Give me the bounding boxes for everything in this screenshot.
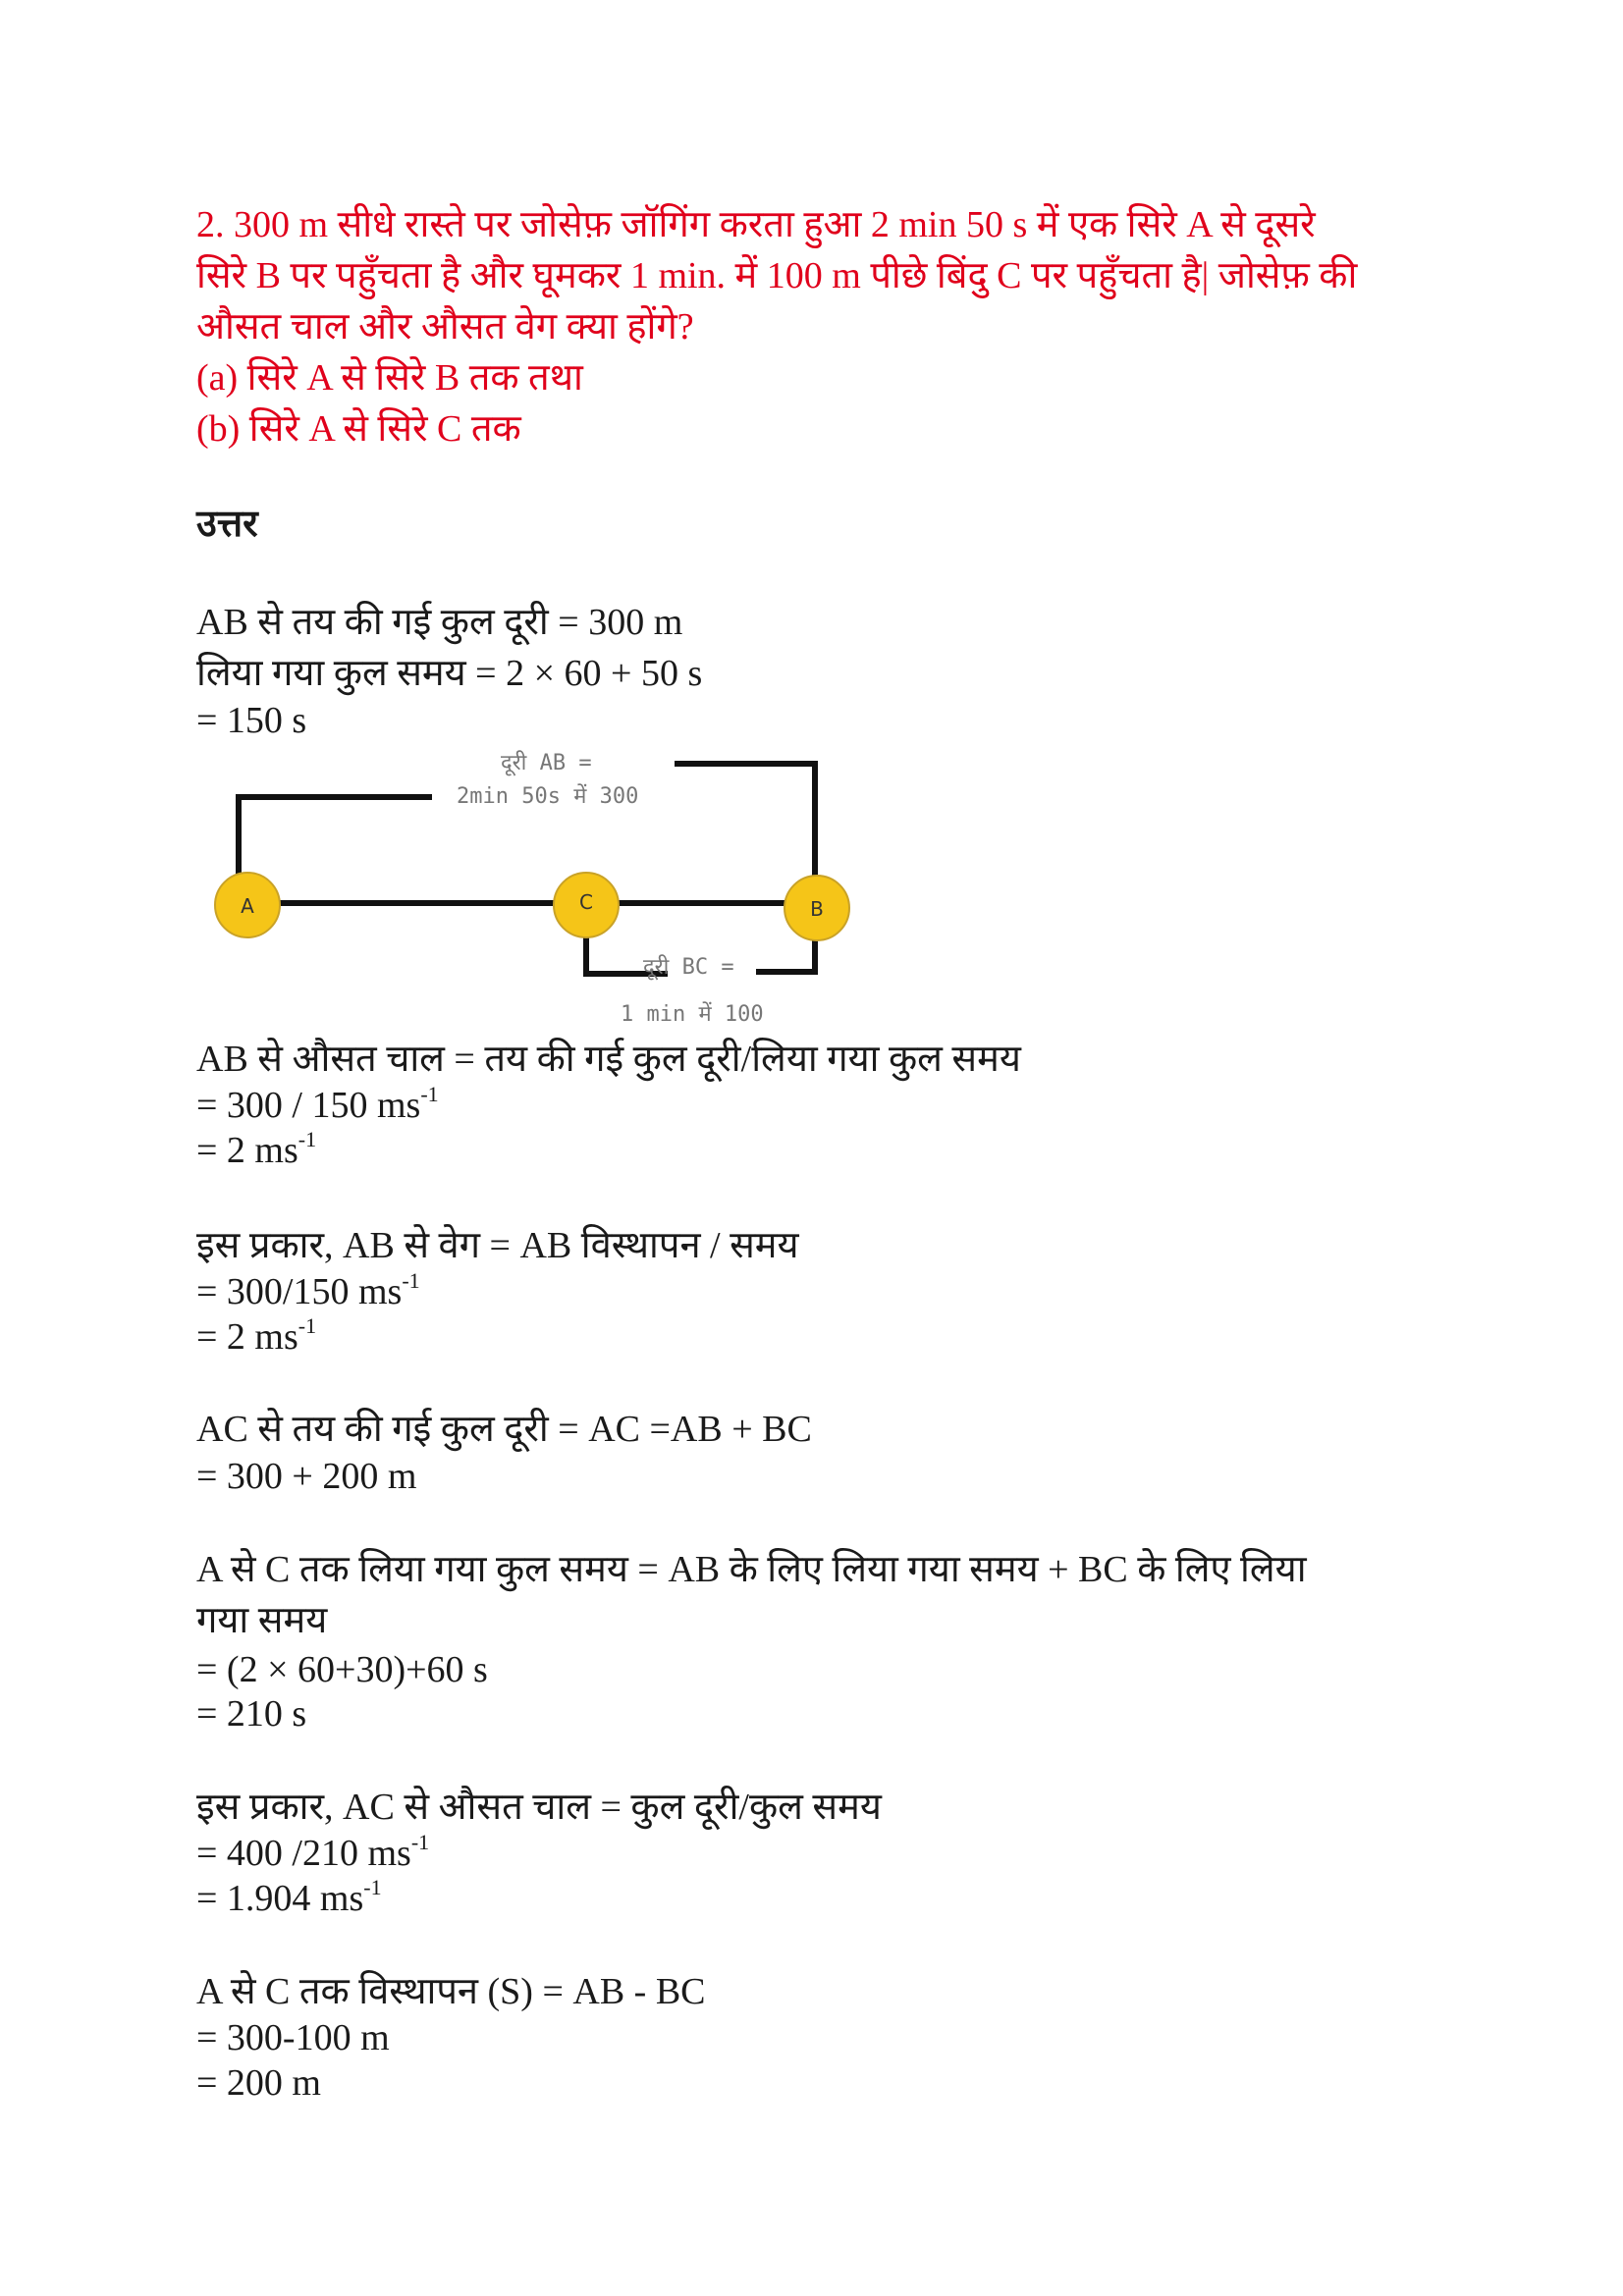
total-time-ac-cont: गया समय: [196, 1600, 328, 1641]
avg-speed-ab: AB से औसत चाल = तय की गई कुल दूरी/लिया गया कुल समय: [196, 1039, 1021, 1080]
point-b: [784, 876, 849, 940]
velocity-ab-result-text: = 2 ms: [196, 1316, 298, 1358]
point-a: [215, 873, 280, 937]
total-time-ac-step: = (2 × 60+30)+60 s: [196, 1649, 488, 1690]
point-a-label: A: [241, 894, 254, 918]
point-b-label: B: [810, 897, 824, 921]
velocity-ab-result: [196, 1313, 316, 1361]
question-line-1: 2. 300 m सीधे रास्ते पर जोसेफ़ जॉगिंग करता हुआ 2 min 50 s में एक सिरे A से दूसरे: [196, 204, 1316, 245]
ab-label-line-2: 2min 50s में 300: [457, 784, 639, 809]
avg-speed-ab-result-text: = 2 ms: [196, 1130, 298, 1171]
unit-exponent: -1: [363, 1875, 382, 1899]
displacement-ac-result: = 200 m: [196, 2062, 321, 2104]
motion-diagram: [196, 746, 884, 1041]
ab-label-line-1: दूरी AB =: [501, 751, 592, 775]
velocity-ab: इस प्रकार, AB से वेग = AB विस्थापन / समय: [196, 1225, 799, 1266]
question-part-b: (b) सिरे A से सिरे C तक: [196, 408, 521, 450]
total-distance-ac: AC से तय की गई कुल दूरी = AC =AB + BC: [196, 1409, 812, 1450]
unit-exponent: -1: [410, 1830, 430, 1854]
bc-label-line-1: दूरी BC =: [643, 955, 734, 980]
avg-speed-ab-result: [196, 1127, 316, 1174]
avg-speed-ac-result-text: = 1.904 ms: [196, 1878, 364, 1919]
avg-speed-ac: इस प्रकार, AC से औसत चाल = कुल दूरी/कुल समय: [196, 1787, 882, 1828]
total-time-ac-result: = 210 s: [196, 1693, 307, 1735]
velocity-ab-step: [196, 1268, 420, 1315]
avg-speed-ac-result: [196, 1875, 382, 1922]
unit-exponent: -1: [402, 1268, 420, 1293]
question-line-3: औसत चाल और औसत वेग क्या होंगे?: [196, 306, 694, 347]
question-line-2: सिरे B पर पहुँचता है और घूमकर 1 min. में 100 m पीछे बिंदु C पर पहुँचता है| जोसेफ़ की: [196, 255, 1358, 296]
ab-bracket-right: [675, 764, 815, 903]
displacement-ac: A से C तक विस्थापन (S) = AB - BC: [196, 1971, 706, 2012]
total-time-ab-result: = 150 s: [196, 700, 307, 741]
velocity-ab-step-text: = 300/150 ms: [196, 1271, 403, 1312]
unit-exponent: -1: [298, 1127, 317, 1151]
avg-speed-ab-step: [196, 1082, 439, 1129]
total-time-ab: लिया गया कुल समय = 2 × 60 + 50 s: [196, 653, 703, 694]
avg-speed-ac-step: [196, 1830, 429, 1877]
question-part-a: (a) सिरे A से सिरे B तक तथा: [196, 357, 583, 399]
avg-speed-ac-step-text: = 400 /210 ms: [196, 1833, 411, 1874]
total-distance-ac-step: = 300 + 200 m: [196, 1456, 417, 1497]
displacement-ac-step: = 300-100 m: [196, 2017, 390, 2058]
point-c-label: C: [579, 890, 593, 914]
unit-exponent: -1: [420, 1082, 439, 1106]
avg-speed-ab-step-text: = 300 / 150 ms: [196, 1085, 421, 1126]
total-time-ac: A से C तक लिया गया कुल समय = AB के लिए लिया गया समय + BC के लिए लिया: [196, 1549, 1307, 1590]
unit-exponent: -1: [298, 1313, 317, 1338]
total-distance-ab: AB से तय की गई कुल दूरी = 300 m: [196, 602, 683, 643]
point-c: [554, 873, 619, 937]
bc-label-line-2: 1 min में 100: [621, 1002, 764, 1027]
answer-heading: उत्तर: [196, 504, 258, 545]
